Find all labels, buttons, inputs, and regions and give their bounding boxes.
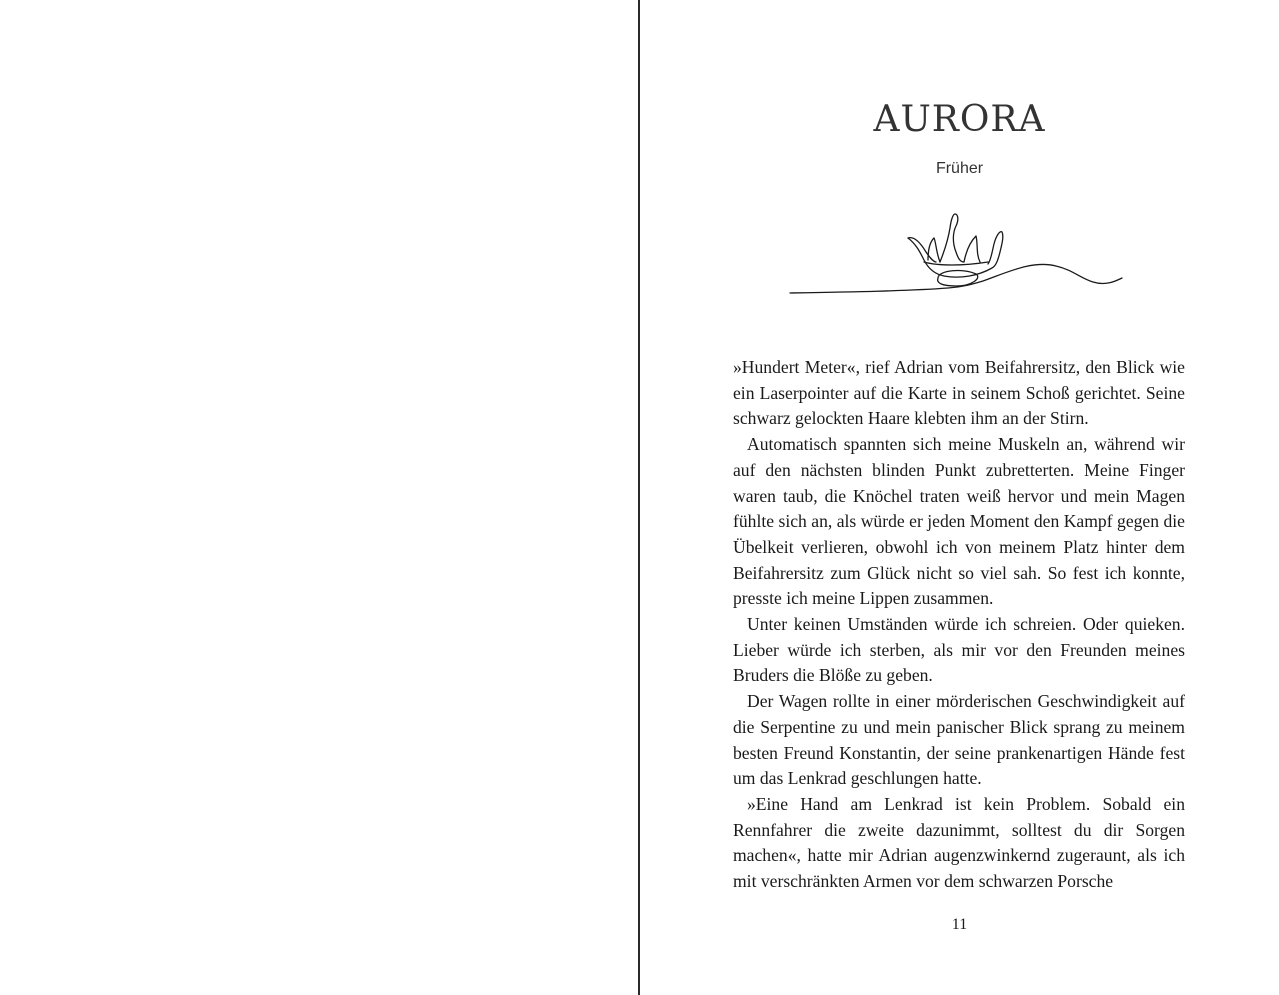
paragraph: »Eine Hand am Lenkrad ist kein Problem. Sobald ein Rennfahrer die zweite dazunimmt, solltest du dir Sorgen machen«, hatte mir Adrian augenzwinkernd zugeraunt, als ich mit verschränkten Armen vor dem schwarzen Porsche: [733, 793, 1185, 892]
paragraph: Der Wagen rollte in einer mörderischen Geschwindigkeit auf die Serpentine zu und mein panischer Blick sprang zu meinem besten Freund Konstantin, der seine prankenartigen Hände fest um das Lenkrad geschlungen hatte.: [733, 691, 1185, 789]
page-number: 11: [951, 916, 968, 933]
crown-line-icon: [788, 208, 1128, 300]
chapter-title: AURORA: [873, 99, 1046, 140]
right-page: [640, 0, 1279, 995]
paragraph: »Hundert Meter«, rief Adrian vom Beifahrersitz, den Blick wie ein Laserpointer auf die Karte in seinem Schoß gerichtet. Seine schwarz gelockten Haare klebten ihm an der Stirn.: [733, 357, 1185, 429]
paragraph: Automatisch spannten sich meine Muskeln an, während wir auf den nächsten blinden Punkt zubretterten. Meine Finger waren taub, die Knöchel traten weiß hervor und mein Magen fühlte sich an, als würde er jeden Moment den Kampf gegen die Übelkeit verlieren, obwohl ich von meinem Platz hinter dem Beifahrersitz zum Glück nicht so viel sah. So fest ich konnte, presste ich meine Lippen zusammen.: [733, 434, 1185, 609]
body-text: [733, 355, 1185, 895]
left-page-blank: [0, 0, 639, 995]
chapter-subtitle: Früher: [935, 160, 984, 177]
paragraph: Unter keinen Umständen würde ich schreien. Oder quieken. Lieber würde ich sterben, als mir vor den Freunden meines Bruders die Blöße zu geben.: [733, 614, 1185, 686]
